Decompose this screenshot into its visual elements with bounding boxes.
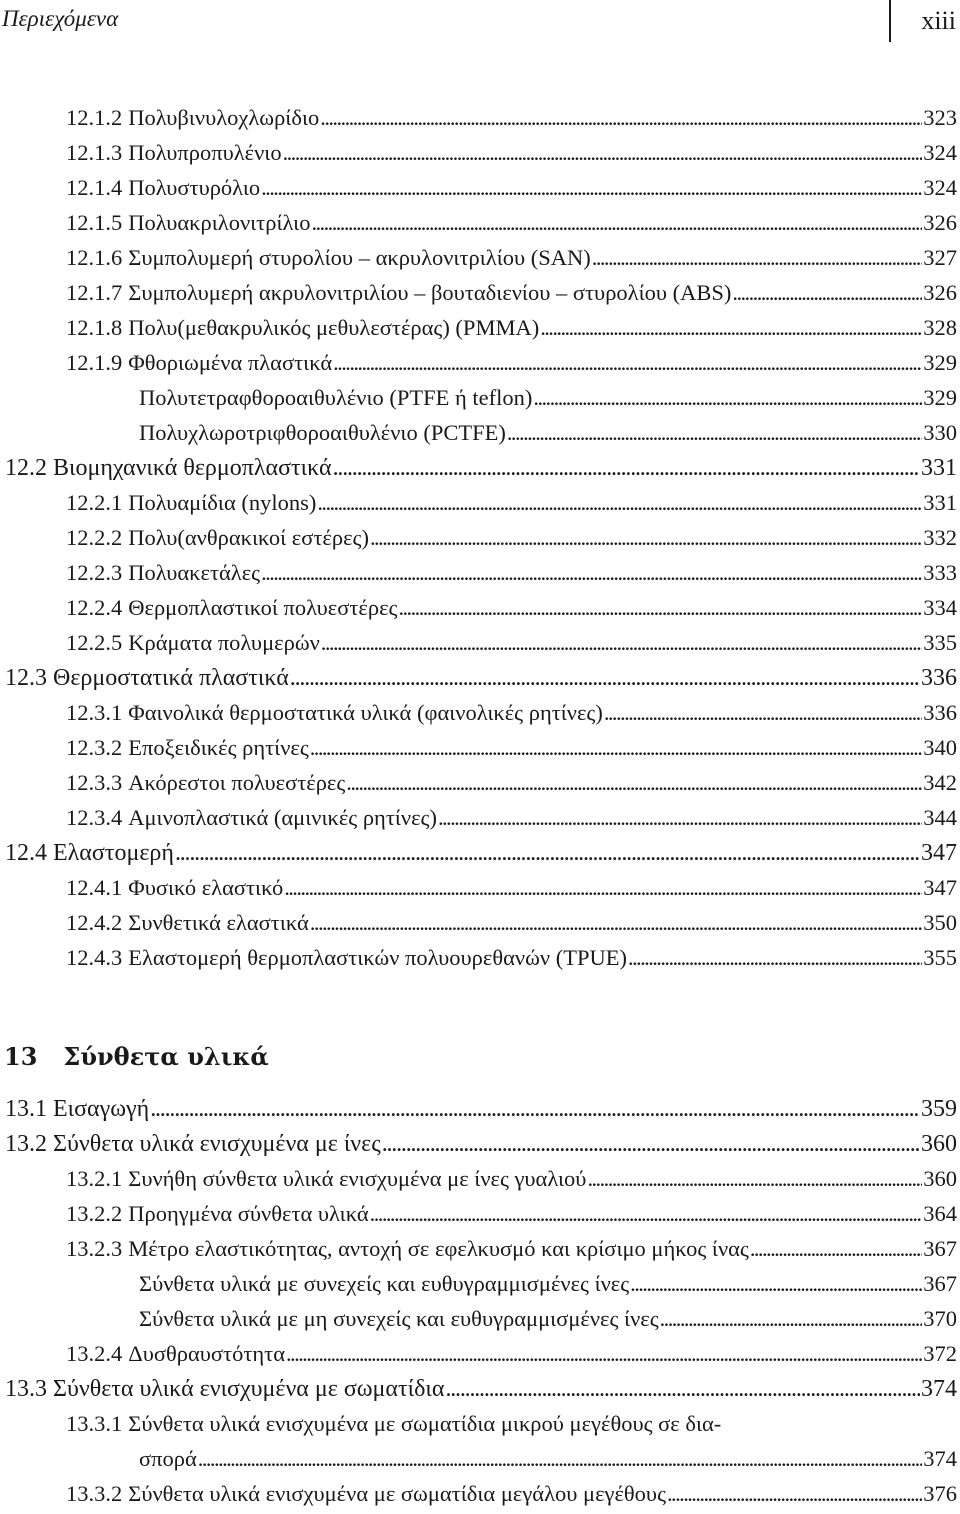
toc-entry — [5, 836, 957, 866]
entry-title: Θερμοστατικά πλαστικά — [53, 665, 289, 691]
entry-title: Εισαγωγή — [53, 1096, 150, 1122]
toc-entry — [66, 591, 957, 621]
toc-entry — [66, 1477, 957, 1507]
toc-entry — [66, 1337, 957, 1367]
toc-entry — [5, 1092, 957, 1122]
toc-entry — [66, 696, 957, 726]
entry-title: Βιομηχανικά θερμοπλαστικά — [53, 455, 332, 481]
running-title: Περιεχόμενα — [2, 6, 119, 31]
entry-number: 12.1.5 — [66, 210, 123, 235]
entry-number: 12.3.4 — [66, 805, 123, 830]
dot-leader — [333, 350, 922, 376]
toc-entry — [66, 276, 957, 306]
dot-leader — [630, 1271, 922, 1297]
toc-entry — [5, 451, 957, 481]
entry-number: 12.1.9 — [66, 350, 123, 375]
entry-page-number: 367 — [923, 1271, 957, 1296]
entry-number: 12.2.1 — [66, 490, 123, 515]
entry-number: 12.1.6 — [66, 245, 123, 270]
entry-title: Πολυπροπυλένιο — [128, 140, 282, 165]
entry-page-number: 336 — [921, 665, 957, 691]
toc-entry — [66, 906, 957, 936]
entry-number: 12.4 — [5, 840, 47, 866]
entry-page-number: 328 — [923, 315, 957, 340]
entry-number: 13.2 — [5, 1131, 47, 1157]
dot-leader — [261, 175, 922, 201]
dot-leader — [445, 1376, 920, 1402]
toc-entry — [66, 521, 957, 551]
dot-leader — [311, 210, 922, 236]
toc-entry — [66, 1232, 957, 1262]
entry-number: 13.2.4 — [66, 1341, 123, 1366]
toc-entry — [66, 871, 957, 901]
toc-entry — [139, 1267, 957, 1297]
entry-title: Πολυακριλονιτρίλιο — [128, 210, 311, 235]
entry-page-number: 372 — [923, 1341, 957, 1366]
toc-entry — [66, 486, 957, 516]
dot-leader — [346, 770, 922, 796]
entry-page-number: 355 — [923, 945, 957, 970]
dot-leader — [732, 280, 922, 306]
entry-page-number: 370 — [923, 1306, 957, 1331]
dot-leader — [592, 245, 922, 271]
entry-page-number: 342 — [923, 770, 957, 795]
entry-title: Σύνθετα υλικά ενισχυμένα με σωματίδια μεγάλου μεγέθους — [128, 1481, 666, 1506]
dot-leader — [290, 665, 920, 691]
dot-leader — [660, 1306, 923, 1332]
toc-entry — [139, 381, 957, 411]
entry-title: Συμπολυμερή στυρολίου – ακρυλονιτριλίου (SAN) — [128, 245, 591, 270]
entry-page-number: 340 — [923, 735, 957, 760]
entry-page-number: 360 — [923, 1166, 957, 1191]
entry-title: Ελαστομερή θερμοπλαστικών πολυουρεθανών (TPUE) — [128, 945, 627, 970]
dot-leader — [310, 910, 922, 936]
dot-leader — [286, 1341, 922, 1367]
entry-number: 13.2.3 — [66, 1236, 123, 1261]
entry-number: 12.1.4 — [66, 175, 123, 200]
dot-leader — [667, 1481, 922, 1507]
dot-leader — [628, 945, 922, 971]
entry-number: 12.4.1 — [66, 875, 123, 900]
entry-page-number: 347 — [923, 875, 957, 900]
entry-number: 13.3 — [5, 1376, 47, 1402]
toc-entry — [66, 626, 957, 656]
toc-entry — [66, 801, 957, 831]
entry-page-number: 330 — [923, 420, 957, 445]
entry-page-number: 326 — [923, 280, 957, 305]
toc-entry — [5, 1127, 957, 1157]
entry-number: 12.1.3 — [66, 140, 123, 165]
entry-number: 12.3.1 — [66, 700, 123, 725]
entry-page-number: 344 — [923, 805, 957, 830]
entry-page-number: 323 — [923, 105, 957, 130]
dot-leader — [261, 560, 922, 586]
entry-title: Σύνθετα υλικά ενισχυμένα με ίνες — [53, 1131, 381, 1157]
entry-page-number: 329 — [923, 385, 957, 410]
toc-entry — [66, 731, 957, 761]
dot-leader — [175, 840, 920, 866]
entry-number: 13.2.2 — [66, 1201, 123, 1226]
entry-page-number: 324 — [923, 175, 957, 200]
dot-leader — [370, 1201, 923, 1227]
chapter-heading — [4, 1042, 269, 1071]
entry-title: Δυσθραυστότητα — [128, 1341, 285, 1366]
chapter-number: 13 — [4, 1042, 38, 1071]
entry-title: Σύνθετα υλικά ενισχυμένα με σωματίδια μικρού μεγέθους σε δια- — [128, 1411, 722, 1436]
entry-number: 12.1.8 — [66, 315, 123, 340]
entry-title: σπορά — [139, 1446, 197, 1471]
toc-entry — [66, 311, 957, 341]
toc-entry — [66, 766, 957, 796]
dot-leader — [370, 525, 922, 551]
entry-number: 13.1 — [5, 1096, 47, 1122]
dot-leader — [283, 140, 923, 166]
chapter-title: Σύνθετα υλικά — [63, 1042, 269, 1071]
dot-leader — [540, 315, 922, 341]
entry-number: 12.1.7 — [66, 280, 123, 305]
toc-entry — [66, 171, 957, 201]
entry-number: 12.2.4 — [66, 595, 123, 620]
entry-title: Πολυαμίδια (nylons) — [128, 490, 317, 515]
entry-number: 12.4.3 — [66, 945, 123, 970]
dot-leader — [750, 1236, 922, 1262]
dot-leader — [150, 1096, 920, 1122]
entry-title: Πολυβινυλοχλωρίδιο — [128, 105, 320, 130]
entry-title: Πολυ(ανθρακικοί εστέρες) — [128, 525, 369, 550]
entry-page-number: 376 — [923, 1481, 957, 1506]
entry-title: Κράματα πολυμερών — [128, 630, 320, 655]
dot-leader — [604, 700, 922, 726]
toc-entry — [66, 941, 957, 971]
entry-title: Μέτρο ελαστικότητας, αντοχή σε εφελκυσμό και κρίσιμο μήκος ίνας — [128, 1236, 749, 1261]
entry-title: Πολυτετραφθοροαιθυλένιο (PTFE ή teflon) — [139, 385, 533, 410]
page-number: xiii — [921, 6, 956, 35]
entry-page-number: 347 — [921, 840, 957, 866]
toc-entry — [66, 556, 957, 586]
entry-title: Θερμοπλαστικοί πολυεστέρες — [128, 595, 398, 620]
entry-number: 12.2 — [5, 455, 47, 481]
dot-leader — [317, 490, 922, 516]
entry-page-number: 334 — [923, 595, 957, 620]
toc-entry — [66, 1407, 721, 1437]
entry-page-number: 326 — [923, 210, 957, 235]
entry-page-number: 350 — [923, 910, 957, 935]
entry-title: Συνθετικά ελαστικά — [128, 910, 309, 935]
entry-number: 12.3 — [5, 665, 47, 691]
entry-title: Ελαστομερή — [53, 840, 174, 866]
entry-title: Σύνθετα υλικά με συνεχείς και ευθυγραμμισμένες ίνες — [139, 1271, 630, 1296]
dot-leader — [310, 735, 923, 761]
entry-title: Πολυχλωροτριφθοροαιθυλένιο (PCTFE) — [139, 420, 506, 445]
dot-leader — [321, 630, 922, 656]
dot-leader — [533, 385, 922, 411]
dot-leader — [320, 105, 922, 131]
entry-page-number: 327 — [923, 245, 957, 270]
entry-number: 12.3.2 — [66, 735, 123, 760]
entry-title: Σύνθετα υλικά ενισχυμένα με σωματίδια — [53, 1376, 445, 1402]
entry-page-number: 367 — [923, 1236, 957, 1261]
entry-number: 13.3.1 — [66, 1411, 123, 1436]
dot-leader — [333, 455, 920, 481]
entry-page-number: 324 — [923, 140, 957, 165]
toc-entry — [66, 1162, 957, 1192]
entry-title: Πολυ(μεθακρυλικός μεθυλεστέρας) (PMMA) — [128, 315, 540, 340]
entry-title: Ακόρεστοι πολυεστέρες — [128, 770, 346, 795]
entry-title: Φαινολικά θερμοστατικά υλικά (φαινολικές ρητίνες) — [128, 700, 603, 725]
dot-leader — [507, 420, 922, 446]
entry-page-number: 364 — [923, 1201, 957, 1226]
toc-entry — [66, 206, 957, 236]
entry-title: Συνήθη σύνθετα υλικά ενισχυμένα με ίνες γυαλιού — [128, 1166, 587, 1191]
entry-page-number: 332 — [923, 525, 957, 550]
entry-number: 13.3.2 — [66, 1481, 123, 1506]
toc-entry — [139, 416, 957, 446]
entry-number: 12.4.2 — [66, 910, 123, 935]
dot-leader — [398, 595, 922, 621]
entry-page-number: 331 — [923, 490, 957, 515]
toc-entry — [66, 136, 957, 166]
toc-entry — [5, 661, 957, 691]
toc-entry — [139, 1442, 957, 1472]
toc-entry — [5, 1372, 957, 1402]
toc-entry — [66, 1197, 957, 1227]
entry-page-number: 331 — [921, 455, 957, 481]
entry-page-number: 359 — [921, 1096, 957, 1122]
entry-number: 12.1.2 — [66, 105, 123, 130]
dot-leader — [198, 1446, 922, 1472]
entry-number: 13.2.1 — [66, 1166, 123, 1191]
entry-title: Φθοριωμένα πλαστικά — [128, 350, 333, 375]
entry-number: 12.2.5 — [66, 630, 123, 655]
entry-title: Συμπολυμερή ακρυλονιτριλίου – βουταδιενίου – στυρολίου (ABS) — [128, 280, 732, 305]
entry-page-number: 374 — [921, 1376, 957, 1402]
entry-title: Προηγμένα σύνθετα υλικά — [128, 1201, 369, 1226]
page-header — [0, 0, 960, 46]
dot-leader — [284, 875, 922, 901]
toc-entry — [139, 1302, 957, 1332]
entry-title: Πολυστυρόλιο — [128, 175, 261, 200]
toc-entry — [66, 346, 957, 376]
dot-leader — [382, 1131, 920, 1157]
entry-number: 12.3.3 — [66, 770, 123, 795]
dot-leader — [587, 1166, 922, 1192]
entry-page-number: 336 — [923, 700, 957, 725]
entry-title: Φυσικό ελαστικό — [128, 875, 284, 900]
entry-page-number: 335 — [923, 630, 957, 655]
entry-title: Εποξειδικές ρητίνες — [128, 735, 309, 760]
entry-page-number: 374 — [923, 1446, 957, 1471]
entry-page-number: 333 — [923, 560, 957, 585]
entry-page-number: 360 — [921, 1131, 957, 1157]
entry-number: 12.2.3 — [66, 560, 123, 585]
entry-title: Πολυακετάλες — [128, 560, 261, 585]
dot-leader — [438, 805, 922, 831]
entry-number: 12.2.2 — [66, 525, 123, 550]
entry-page-number: 329 — [923, 350, 957, 375]
entry-title: Σύνθετα υλικά με μη συνεχείς και ευθυγραμμισμένες ίνες — [139, 1306, 659, 1331]
toc-entry — [66, 241, 957, 271]
toc-entry — [66, 101, 957, 131]
header-divider — [889, 0, 891, 42]
entry-title: Αμινοπλαστικά (αμινικές ρητίνες) — [128, 805, 437, 830]
